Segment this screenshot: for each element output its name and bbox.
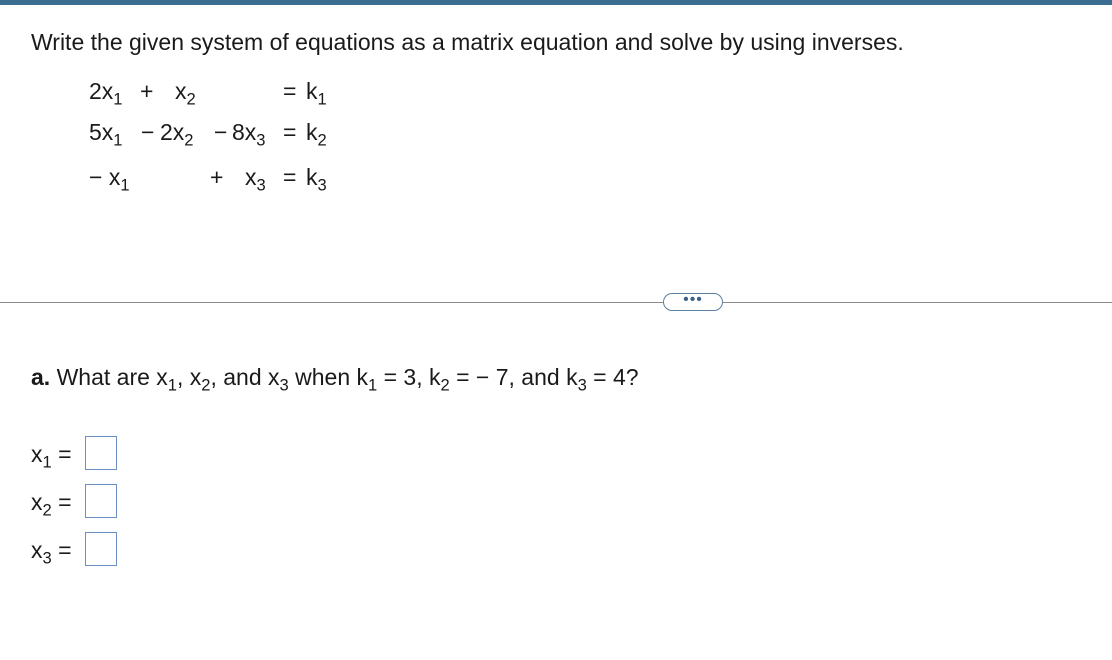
term-2x2: $2x_2$	[160, 119, 194, 150]
answer-input-x2[interactable]	[85, 484, 117, 518]
answer-label-x1: $x_1$ =	[31, 441, 72, 472]
rhs-k1: $k_1$	[306, 78, 327, 109]
expand-more-button[interactable]: •••	[663, 293, 723, 311]
problem-prompt: Write the given system of equations as a matrix equation and solve by using inverses.	[31, 29, 904, 55]
rhs-k2: $k_2$	[306, 119, 327, 150]
equation-row-2	[0, 116, 400, 148]
term-5x1: $5x_1$	[89, 119, 123, 150]
term-2x1: $2x_1$	[89, 78, 123, 109]
part-label: a.	[31, 364, 51, 390]
equals-sign: =	[283, 78, 297, 104]
section-divider	[0, 302, 1112, 303]
rhs-k3: $k_3$	[306, 164, 327, 195]
question-a: a. What are $x_1$, $x_2$, and $x_3$ when $k_1 = 3$, $k_2$ = − 7, and $k_3 = 4$?	[31, 364, 639, 395]
term-8x3: $8x_3$	[232, 119, 266, 150]
operator-minus: −	[141, 119, 155, 145]
equation-row-1	[0, 75, 400, 107]
answer-label-x3: $x_3$ =	[31, 537, 72, 568]
answer-input-x1[interactable]	[85, 436, 117, 470]
equals-sign: =	[283, 119, 297, 145]
term-x3: $x_3$	[245, 164, 266, 195]
answer-label-x2: $x_2$ =	[31, 489, 72, 520]
equals-sign: =	[283, 164, 297, 190]
top-accent-bar	[0, 0, 1112, 5]
answer-input-x3[interactable]	[85, 532, 117, 566]
operator-plus: +	[210, 164, 224, 190]
term-x2: $x_2$	[175, 78, 196, 109]
term-neg-x1: − $x_1$	[89, 164, 130, 195]
equation-row-3	[0, 161, 400, 193]
operator-plus: +	[140, 78, 154, 104]
operator-minus: −	[214, 119, 228, 145]
